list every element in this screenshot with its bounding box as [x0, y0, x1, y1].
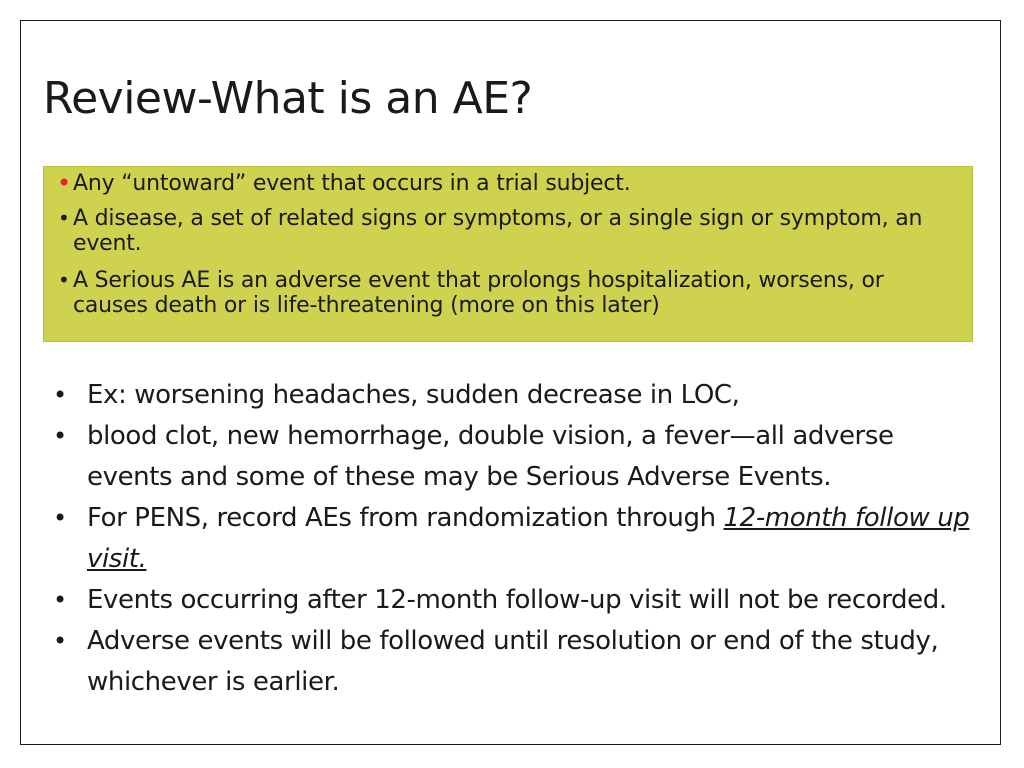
list-item-text: Events occurring after 12-month follow-up visit will not be recorded.	[87, 585, 947, 615]
definition-text: A disease, a set of related signs or symptoms, or a single sign or symptom, an event.	[73, 206, 923, 256]
slide-title: Review-What is an AE?	[43, 73, 533, 124]
red-bullet-icon: •	[57, 169, 71, 197]
list-item-text: blood clot, new hemorrhage, double vision, a fever—all adverse events and some of these may be Serious Adverse Events.	[87, 421, 894, 492]
definition-text: A Serious AE is an adverse event that prolongs hospitalization, worsens, or causes death or is life-threatening (more on this later)	[73, 268, 884, 318]
follow-up-emphasis: 12-month follow up visit.	[87, 503, 970, 574]
list-item-examples	[51, 375, 981, 416]
bullet-icon: •	[53, 381, 67, 409]
list-item-text: Adverse events will be followed until resolution or end of the study, whichever is earlier.	[87, 626, 939, 697]
list-item-text: For PENS, record AEs from randomization through	[87, 503, 724, 533]
definition-text: Any “untoward” event that occurs in a trial subject.	[73, 171, 631, 196]
list-item-after-followup	[51, 580, 981, 621]
bullet-icon: •	[58, 268, 70, 292]
definition-list	[58, 171, 958, 318]
definition-item-untoward	[58, 171, 958, 196]
bullet-icon: •	[58, 206, 70, 230]
bullet-icon: •	[53, 422, 67, 450]
bullet-icon: •	[53, 586, 67, 614]
examples-list	[51, 375, 981, 703]
bullet-icon: •	[53, 504, 67, 532]
bullet-icon: •	[53, 627, 67, 655]
list-item-blood-clot	[51, 416, 981, 498]
list-item-resolution	[51, 621, 981, 703]
definition-item-disease	[58, 206, 958, 256]
definition-item-serious-ae	[58, 268, 958, 318]
list-item-pens-recording	[51, 498, 981, 580]
list-item-text: Ex: worsening headaches, sudden decrease in LOC,	[87, 380, 740, 410]
slide	[20, 20, 1001, 745]
highlighted-definition-box	[43, 166, 973, 342]
